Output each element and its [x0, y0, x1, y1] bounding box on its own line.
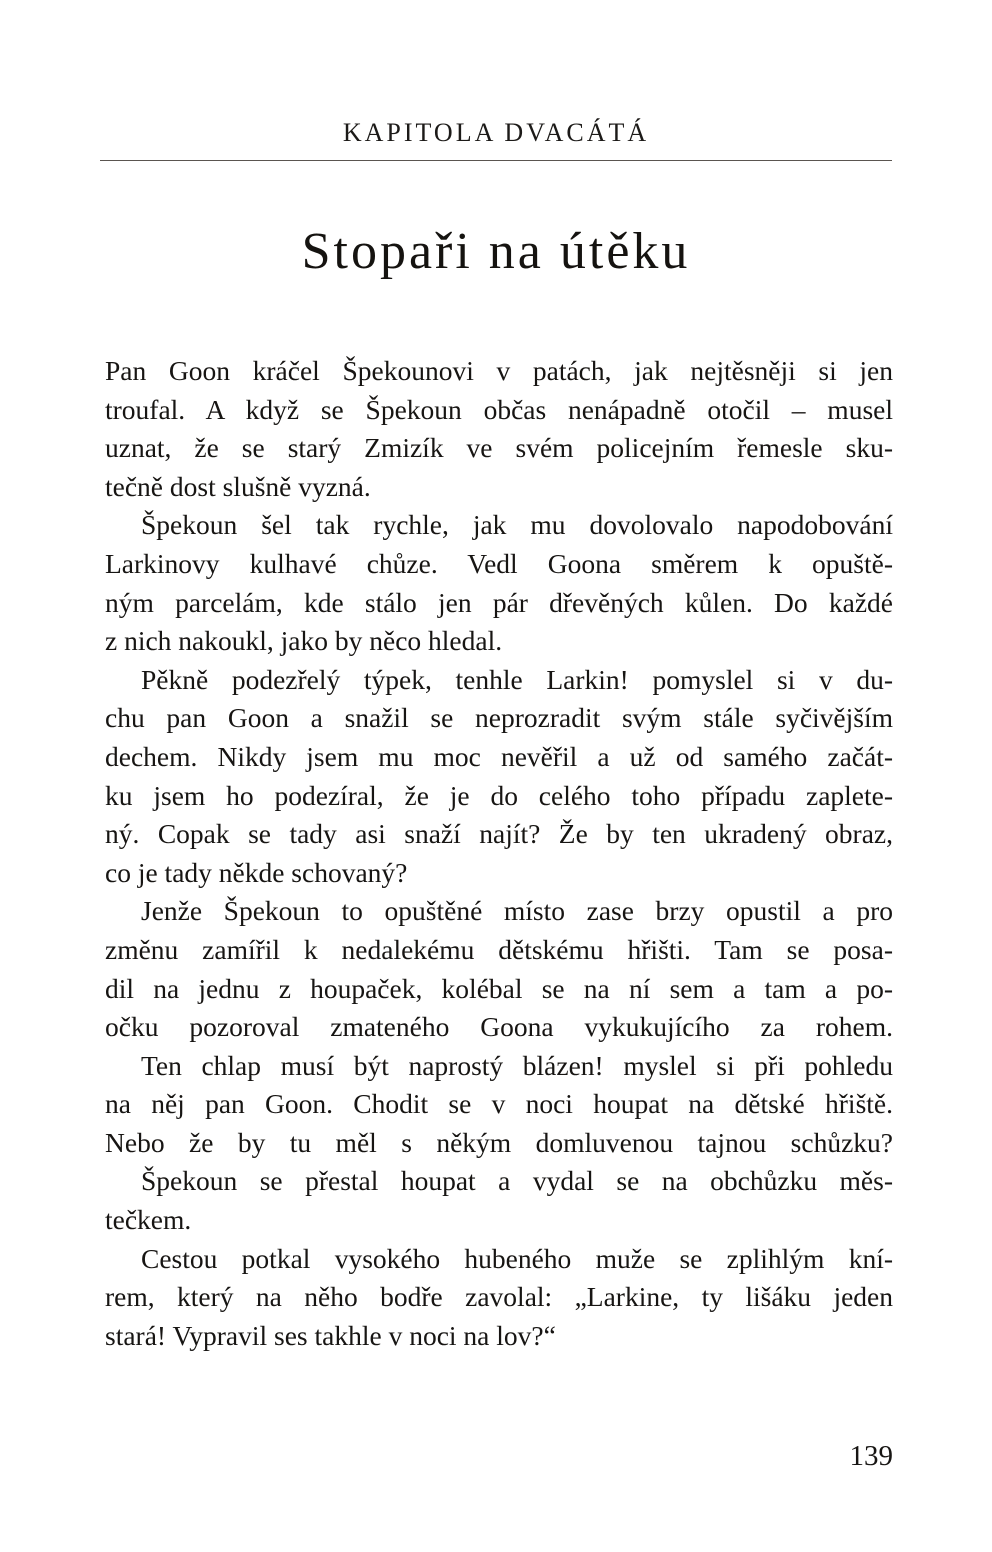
paragraph — [105, 661, 893, 893]
text-line: chu pan Goon a snažil se neprozradit svým stále syčivějším — [105, 702, 893, 734]
text-line: dechem. Nikdy jsem mu moc nevěřil a už od samého začát- — [105, 740, 893, 772]
text-line: Špekoun se přestal houpat a vydal se na obchůzku měs- — [141, 1165, 893, 1197]
header-rule — [100, 160, 892, 161]
paragraph — [105, 892, 893, 1046]
text-line: Pěkně podezřelý týpek, tenhle Larkin! pomyslel si v du- — [141, 663, 893, 695]
page-number: 139 — [849, 1440, 893, 1472]
text-line: rem, který na něho bodře zavolal: „Larkine, ty lišáku jeden — [105, 1281, 893, 1313]
paragraph — [105, 1240, 893, 1356]
text-line: troufal. A když se Špekoun občas nenápadně otočil – musel — [105, 393, 893, 425]
paragraph — [105, 1162, 893, 1239]
text-line: změnu zamířil k nedalekému dětskému hřišti. Tam se posa- — [105, 933, 893, 965]
text-line: dil na jednu z houpaček, kolébal se na ní sem a tam a po- — [105, 972, 893, 1004]
text-line: Pan Goon kráčel Špekounovi v patách, jak nejtěsněji si jen — [105, 355, 893, 386]
text-line: uznat, že se starý Zmizík ve svém policejním řemesle sku- — [105, 432, 893, 464]
text-line: stará! Vypravil ses takhle v noci na lov?“ — [105, 1319, 556, 1351]
chapter-heading: KAPITOLA DVACÁTÁ — [342, 118, 650, 147]
text-line: Cestou potkal vysokého hubeného muže se zplihlým kní- — [141, 1242, 893, 1274]
text-line: ku jsem ho podezíral, že je do celého toho případu zaplete- — [105, 779, 893, 811]
text-line: z nich nakoukl, jako by něco hledal. — [105, 625, 503, 657]
text-line: Nebo že by tu měl s někým domluvenou tajnou schůzku? — [105, 1126, 893, 1158]
paragraph — [105, 1047, 893, 1163]
text-line: očku pozoroval zmateného Goona vykukujícího za rohem. — [105, 1011, 893, 1043]
text-line: tečně dost slušně vyzná. — [105, 470, 371, 502]
text-line: co je tady někde schovaný? — [105, 856, 408, 888]
chapter-title: Stopaři na útěku — [301, 223, 691, 280]
text-line: ný. Copak se tady asi snaží najít? Že by ten ukradený obraz, — [105, 818, 893, 850]
text-line: Jenže Špekoun to opuštěné místo zase brzy opustil a pro — [141, 895, 893, 927]
text-line: tečkem. — [105, 1204, 192, 1236]
body-text — [105, 352, 893, 1355]
paragraph — [105, 506, 893, 660]
text-line: na něj pan Goon. Chodit se v noci houpat na dětské hřiště. — [105, 1088, 893, 1120]
text-line: Ten chlap musí být naprostý blázen! myslel si při pohledu — [141, 1049, 893, 1081]
text-line: Špekoun šel tak rychle, jak mu dovolovalo napodobování — [141, 509, 893, 541]
text-line: ným parcelám, kde stálo jen pár dřevěných kůlen. Do každé — [105, 586, 893, 618]
text-line: Larkinovy kulhavé chůze. Vedl Goona směrem k opuště- — [105, 547, 893, 579]
paragraph — [105, 352, 893, 506]
